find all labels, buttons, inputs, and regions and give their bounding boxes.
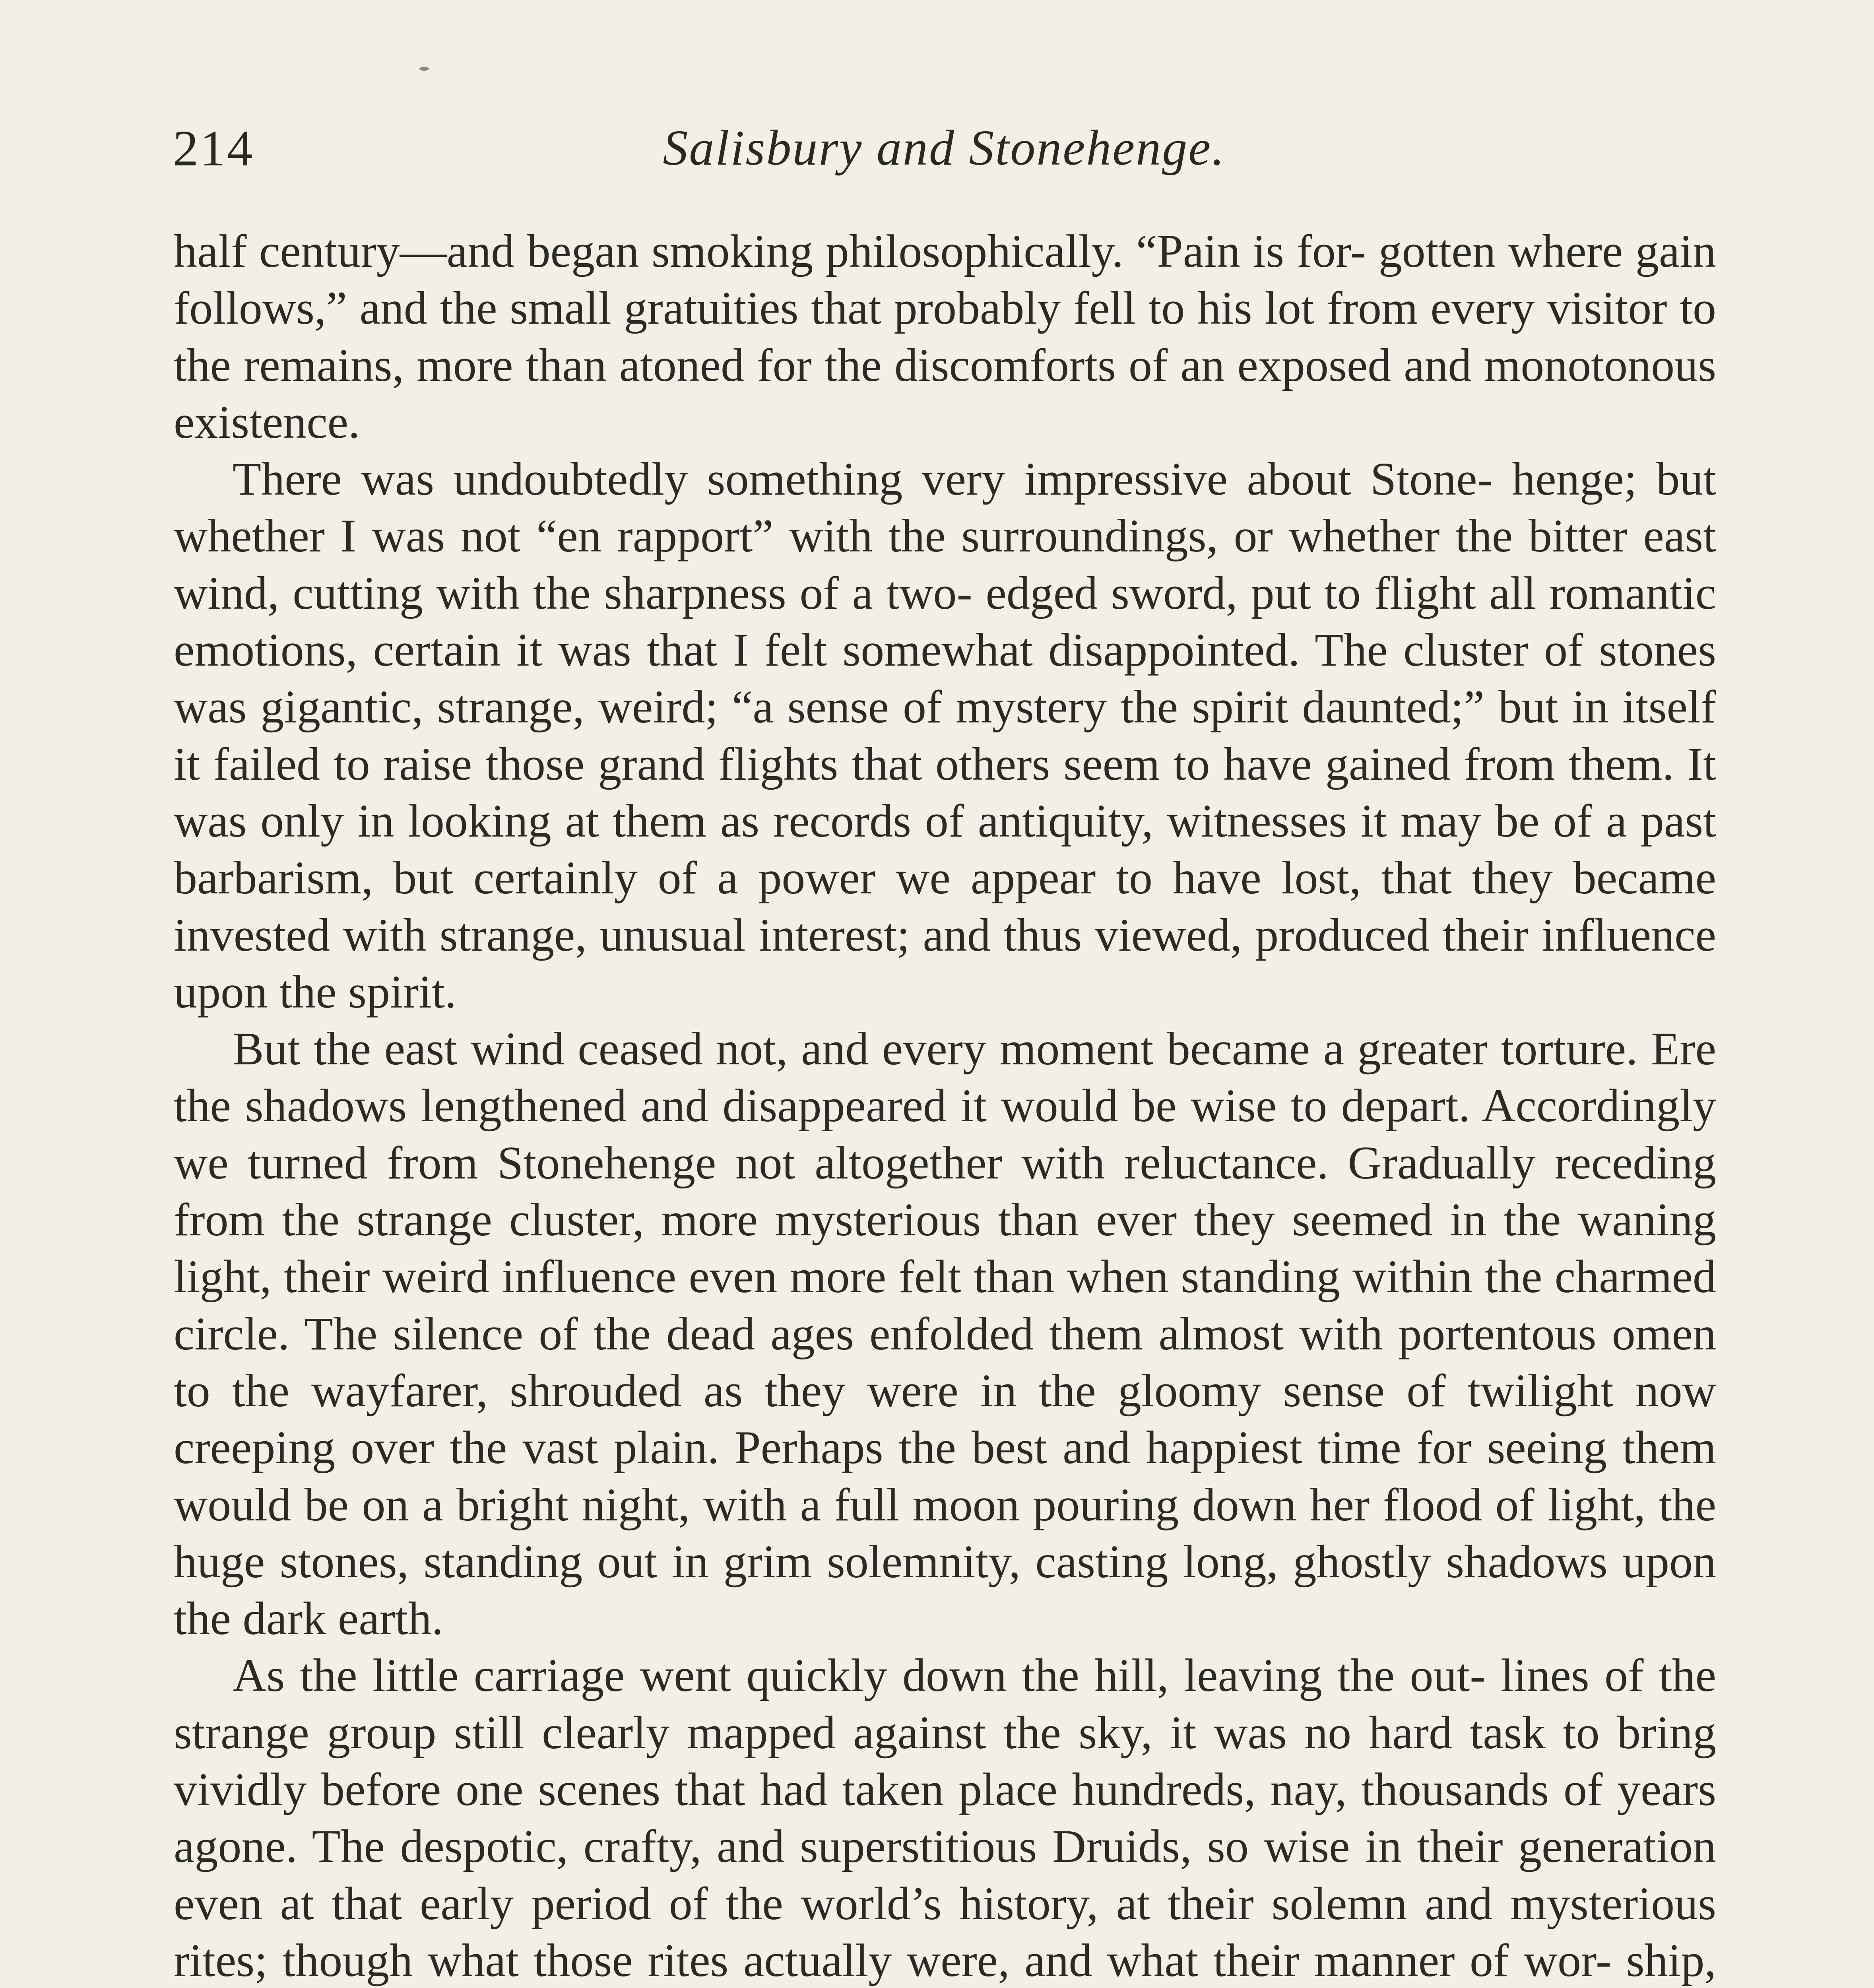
body-text <box>174 223 1716 1988</box>
ink-speck <box>419 67 429 71</box>
paragraph: As the little carriage went quickly down the hill, leaving the out- lines of the strange group still clearly mapped against the sky, it was no hard task to bring vividly before one scenes that had taken place hundreds, nay, thousands of years agone. The despotic, crafty, and superstitious Druids, so wise in their generation even at that early period of the world’s history, at their solemn and mysterious rites; though what those rites actually were, and what their manner of wor- ship, <box>174 1649 1716 1986</box>
paragraph: But the east wind ceased not, and every moment became a greater torture. Ere the shadows lengthened and disappeared it would be wise to depart. Accordingly we turned from Stonehenge not altogether with reluctance. Gradually receding from the strange cluster, more mysterious than ever they seemed in the waning light, their weird influence even more felt than when standing within the charmed circle. The silence of the dead ages enfolded them almost with portentous omen to the wayfarer, shrouded as they were in the gloomy sense of twilight now creeping over the vast plain. Perhaps the best and happiest time for seeing them would be on a bright night, with a full moon pouring down her flood of light, the huge stones, standing out in grim solemnity, casting long, ghostly shadows upon the dark earth. <box>174 1023 1716 1645</box>
running-title: Salisbury and Stonehenge. <box>663 120 1226 176</box>
paragraph-continuation: half century—and began smoking philosophically. “Pain is for- gotten where gain follows,” and the small gratuities that probably fell to his lot from every visitor to the remains, more than atoned for the discomforts of an exposed and monotonous existence. <box>174 225 1716 448</box>
page-number: 214 <box>173 120 254 177</box>
page-header <box>173 115 1715 182</box>
paragraph: There was undoubtedly something very impressive about Stone- henge; but whether I was not “en rapport” with the surroundings, or whether the bitter east wind, cutting with the sharpness of a two- edged sword, put to flight all romantic emotions, certain it was that I felt somewhat disappointed. The cluster of stones was gigantic, strange, weird; “a sense of mystery the spirit daunted;” but in itself it failed to raise those grand flights that others seem to have gained from them. It was only in looking at them as records of antiquity, witnesses it may be of a past barbarism, but certainly of a power we appear to have lost, that they became invested with strange, unusual interest; and thus viewed, produced their influence upon the spirit. <box>174 453 1716 1018</box>
